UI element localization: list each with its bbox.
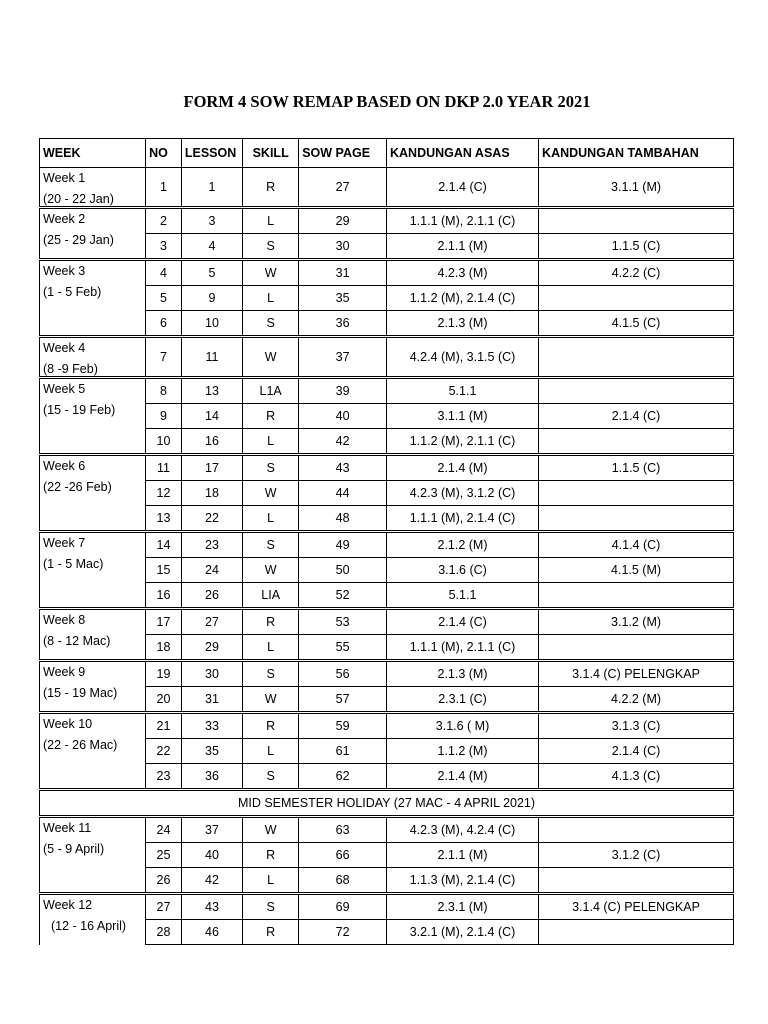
kandungan-asas-cell: 5.1.1 <box>386 583 538 609</box>
header-kandungan-asas: KANDUNGAN ASAS <box>386 139 538 168</box>
table-row <box>40 378 734 404</box>
kandungan-tambahan-cell: 1.1.5 (C) <box>539 455 734 481</box>
week-dates: (5 - 9 April) <box>43 842 105 856</box>
kandungan-tambahan-cell <box>539 920 734 945</box>
no-cell: 23 <box>146 764 182 790</box>
lesson-cell: 3 <box>181 208 242 234</box>
kandungan-tambahan-cell: 4.2.2 (C) <box>539 260 734 286</box>
skill-cell: W <box>243 337 299 378</box>
sow-page-cell: 31 <box>299 260 387 286</box>
no-cell: 22 <box>146 739 182 764</box>
week-label: Week 7 <box>43 536 86 550</box>
kandungan-asas-cell: 2.1.1 (M) <box>386 843 538 868</box>
week-label: Week 8 <box>43 613 86 627</box>
sow-page-cell: 43 <box>299 455 387 481</box>
skill-cell: S <box>243 532 299 558</box>
skill-cell: S <box>243 661 299 687</box>
no-cell: 17 <box>146 609 182 635</box>
sow-page-cell: 42 <box>299 429 387 455</box>
week-label: Week 3 <box>43 264 86 278</box>
kandungan-tambahan-cell <box>539 868 734 894</box>
sow-page-cell: 44 <box>299 481 387 506</box>
no-cell: 28 <box>146 920 182 945</box>
week-cell <box>40 208 146 260</box>
week-cell <box>40 609 146 661</box>
lesson-cell: 30 <box>181 661 242 687</box>
lesson-cell: 18 <box>181 481 242 506</box>
week-dates: (22 - 26 Mac) <box>43 738 118 752</box>
week-label: Week 4 <box>43 341 86 355</box>
skill-cell: W <box>243 481 299 506</box>
kandungan-asas-cell: 4.2.3 (M), 3.1.2 (C) <box>386 481 538 506</box>
header-skill: SKILL <box>243 139 299 168</box>
lesson-cell: 40 <box>181 843 242 868</box>
sow-page-cell: 50 <box>299 558 387 583</box>
kandungan-asas-cell: 2.1.1 (M) <box>386 234 538 260</box>
no-cell: 12 <box>146 481 182 506</box>
header-sow-page: SOW PAGE <box>299 139 387 168</box>
kandungan-asas-cell: 2.1.2 (M) <box>386 532 538 558</box>
week-dates: (15 - 19 Mac) <box>43 686 118 700</box>
skill-cell: W <box>243 260 299 286</box>
skill-cell: S <box>243 455 299 481</box>
skill-cell: W <box>243 817 299 843</box>
lesson-cell: 11 <box>181 337 242 378</box>
sow-page-cell: 62 <box>299 764 387 790</box>
no-cell: 11 <box>146 455 182 481</box>
week-dates: (22 -26 Feb) <box>43 480 112 494</box>
skill-cell: L <box>243 868 299 894</box>
sow-page-cell: 36 <box>299 311 387 337</box>
week-label: Week 12 <box>43 898 93 912</box>
skill-cell: L <box>243 286 299 311</box>
week-cell <box>40 713 146 790</box>
lesson-cell: 13 <box>181 378 242 404</box>
kandungan-asas-cell: 1.1.2 (M), 2.1.1 (C) <box>386 429 538 455</box>
sow-page-cell: 53 <box>299 609 387 635</box>
skill-cell: W <box>243 558 299 583</box>
no-cell: 5 <box>146 286 182 311</box>
lesson-cell: 5 <box>181 260 242 286</box>
kandungan-tambahan-cell: 3.1.1 (M) <box>539 168 734 208</box>
kandungan-asas-cell: 5.1.1 <box>386 378 538 404</box>
kandungan-tambahan-cell: 3.1.2 (M) <box>539 609 734 635</box>
skill-cell: L <box>243 739 299 764</box>
kandungan-tambahan-cell: 4.1.5 (C) <box>539 311 734 337</box>
sow-page-cell: 48 <box>299 506 387 532</box>
header-kandungan-tambahan: KANDUNGAN TAMBAHAN <box>539 139 734 168</box>
kandungan-tambahan-cell: 4.1.3 (C) <box>539 764 734 790</box>
week-label: Week 5 <box>43 382 86 396</box>
week-label: Week 2 <box>43 212 86 226</box>
no-cell: 26 <box>146 868 182 894</box>
holiday-label: MID SEMESTER HOLIDAY (27 MAC - 4 APRIL 2021) <box>40 790 734 817</box>
header-week: WEEK <box>40 139 146 168</box>
kandungan-asas-cell: 3.1.6 (C) <box>386 558 538 583</box>
sow-page-cell: 57 <box>299 687 387 713</box>
table-row <box>40 661 734 687</box>
kandungan-asas-cell: 1.1.1 (M), 2.1.1 (C) <box>386 208 538 234</box>
kandungan-asas-cell: 3.1.1 (M) <box>386 404 538 429</box>
lesson-cell: 37 <box>181 817 242 843</box>
table-row <box>40 894 734 920</box>
sow-page-cell: 56 <box>299 661 387 687</box>
lesson-cell: 26 <box>181 583 242 609</box>
week-dates: (1 - 5 Mac) <box>43 557 104 571</box>
kandungan-tambahan-cell <box>539 378 734 404</box>
week-dates: (8 - 12 Mac) <box>43 634 111 648</box>
no-cell: 18 <box>146 635 182 661</box>
kandungan-tambahan-cell: 4.2.2 (M) <box>539 687 734 713</box>
kandungan-tambahan-cell <box>539 506 734 532</box>
sow-page-cell: 61 <box>299 739 387 764</box>
page-title: FORM 4 SOW REMAP BASED ON DKP 2.0 YEAR 2021 <box>183 92 591 111</box>
no-cell: 8 <box>146 378 182 404</box>
kandungan-tambahan-cell <box>539 481 734 506</box>
week-label: Week 10 <box>43 717 93 731</box>
kandungan-tambahan-cell: 3.1.4 (C) PELENGKAP <box>539 661 734 687</box>
skill-cell: R <box>243 843 299 868</box>
skill-cell: S <box>243 764 299 790</box>
week-cell <box>40 168 146 208</box>
skill-cell: L1A <box>243 378 299 404</box>
week-label: Week 1 <box>43 171 86 185</box>
lesson-cell: 10 <box>181 311 242 337</box>
week-label: Week 11 <box>43 821 92 835</box>
sow-table-body <box>40 139 734 945</box>
kandungan-tambahan-cell: 1.1.5 (C) <box>539 234 734 260</box>
kandungan-asas-cell: 4.2.3 (M), 4.2.4 (C) <box>386 817 538 843</box>
kandungan-tambahan-cell: 2.1.4 (C) <box>539 404 734 429</box>
kandungan-asas-cell: 4.2.4 (M), 3.1.5 (C) <box>386 337 538 378</box>
lesson-cell: 22 <box>181 506 242 532</box>
skill-cell: S <box>243 894 299 920</box>
sow-page-cell: 66 <box>299 843 387 868</box>
table-header-row <box>40 139 734 168</box>
skill-cell: L <box>243 429 299 455</box>
kandungan-asas-cell: 3.2.1 (M), 2.1.4 (C) <box>386 920 538 945</box>
kandungan-tambahan-cell <box>539 583 734 609</box>
sow-page-cell: 59 <box>299 713 387 739</box>
week-dates: (1 - 5 Feb) <box>43 285 102 299</box>
header-lesson: LESSON <box>181 139 242 168</box>
kandungan-asas-cell: 2.1.4 (M) <box>386 455 538 481</box>
no-cell: 24 <box>146 817 182 843</box>
kandungan-tambahan-cell <box>539 208 734 234</box>
sow-page-cell: 29 <box>299 208 387 234</box>
sow-page-cell: 68 <box>299 868 387 894</box>
week-label: Week 6 <box>43 459 86 473</box>
kandungan-asas-cell: 2.3.1 (C) <box>386 687 538 713</box>
no-cell: 9 <box>146 404 182 429</box>
kandungan-asas-cell: 1.1.1 (M), 2.1.4 (C) <box>386 506 538 532</box>
sow-page-cell: 37 <box>299 337 387 378</box>
sow-page-cell: 49 <box>299 532 387 558</box>
lesson-cell: 1 <box>181 168 242 208</box>
no-cell: 27 <box>146 894 182 920</box>
kandungan-asas-cell: 2.1.3 (M) <box>386 311 538 337</box>
no-cell: 19 <box>146 661 182 687</box>
no-cell: 16 <box>146 583 182 609</box>
skill-cell: S <box>243 234 299 260</box>
sow-page-cell: 63 <box>299 817 387 843</box>
lesson-cell: 33 <box>181 713 242 739</box>
no-cell: 10 <box>146 429 182 455</box>
skill-cell: S <box>243 311 299 337</box>
week-dates: (25 - 29 Jan) <box>43 233 114 247</box>
sow-page-cell: 69 <box>299 894 387 920</box>
kandungan-asas-cell: 1.1.2 (M), 2.1.4 (C) <box>386 286 538 311</box>
no-cell: 13 <box>146 506 182 532</box>
lesson-cell: 43 <box>181 894 242 920</box>
lesson-cell: 17 <box>181 455 242 481</box>
lesson-cell: 35 <box>181 739 242 764</box>
no-cell: 2 <box>146 208 182 234</box>
week-cell <box>40 817 146 894</box>
skill-cell: LIA <box>243 583 299 609</box>
kandungan-asas-cell: 2.3.1 (M) <box>386 894 538 920</box>
week-dates: (20 - 22 Jan) <box>43 192 114 206</box>
no-cell: 20 <box>146 687 182 713</box>
kandungan-asas-cell: 2.1.4 (C) <box>386 168 538 208</box>
no-cell: 14 <box>146 532 182 558</box>
lesson-cell: 24 <box>181 558 242 583</box>
lesson-cell: 16 <box>181 429 242 455</box>
header-no: NO <box>146 139 182 168</box>
skill-cell: R <box>243 168 299 208</box>
week-cell <box>40 894 146 945</box>
sow-page-cell: 39 <box>299 378 387 404</box>
sow-page-cell: 52 <box>299 583 387 609</box>
sow-page-cell: 72 <box>299 920 387 945</box>
week-cell <box>40 532 146 609</box>
sow-page-cell: 55 <box>299 635 387 661</box>
no-cell: 25 <box>146 843 182 868</box>
lesson-cell: 14 <box>181 404 242 429</box>
lesson-cell: 31 <box>181 687 242 713</box>
skill-cell: L <box>243 635 299 661</box>
no-cell: 15 <box>146 558 182 583</box>
no-cell: 1 <box>146 168 182 208</box>
lesson-cell: 46 <box>181 920 242 945</box>
no-cell: 21 <box>146 713 182 739</box>
lesson-cell: 23 <box>181 532 242 558</box>
skill-cell: R <box>243 713 299 739</box>
week-cell <box>40 378 146 455</box>
sow-page-cell: 27 <box>299 168 387 208</box>
kandungan-tambahan-cell: 3.1.3 (C) <box>539 713 734 739</box>
sow-page-cell: 35 <box>299 286 387 311</box>
table-row <box>40 713 734 739</box>
skill-cell: R <box>243 404 299 429</box>
kandungan-asas-cell: 4.2.3 (M) <box>386 260 538 286</box>
kandungan-tambahan-cell <box>539 635 734 661</box>
lesson-cell: 27 <box>181 609 242 635</box>
table-row <box>40 168 734 208</box>
skill-cell: R <box>243 609 299 635</box>
sow-page-cell: 40 <box>299 404 387 429</box>
kandungan-asas-cell: 1.1.3 (M), 2.1.4 (C) <box>386 868 538 894</box>
kandungan-asas-cell: 2.1.3 (M) <box>386 661 538 687</box>
week-cell <box>40 260 146 337</box>
kandungan-tambahan-cell: 3.1.2 (C) <box>539 843 734 868</box>
kandungan-tambahan-cell <box>539 817 734 843</box>
lesson-cell: 42 <box>181 868 242 894</box>
week-dates: (15 - 19 Feb) <box>43 403 116 417</box>
week-dates: (12 - 16 April) <box>51 919 127 933</box>
kandungan-asas-cell: 1.1.1 (M), 2.1.1 (C) <box>386 635 538 661</box>
holiday-row <box>40 790 734 817</box>
table-row <box>40 455 734 481</box>
table-row <box>40 817 734 843</box>
table-row <box>40 260 734 286</box>
week-label: Week 9 <box>43 665 86 679</box>
lesson-cell: 29 <box>181 635 242 661</box>
sow-table <box>39 138 734 945</box>
kandungan-tambahan-cell <box>539 337 734 378</box>
skill-cell: L <box>243 208 299 234</box>
kandungan-asas-cell: 1.1.2 (M) <box>386 739 538 764</box>
lesson-cell: 4 <box>181 234 242 260</box>
no-cell: 3 <box>146 234 182 260</box>
table-row <box>40 208 734 234</box>
kandungan-tambahan-cell <box>539 429 734 455</box>
kandungan-asas-cell: 3.1.6 ( M) <box>386 713 538 739</box>
kandungan-tambahan-cell: 2.1.4 (C) <box>539 739 734 764</box>
no-cell: 7 <box>146 337 182 378</box>
kandungan-tambahan-cell: 4.1.4 (C) <box>539 532 734 558</box>
no-cell: 6 <box>146 311 182 337</box>
week-dates: (8 -9 Feb) <box>43 362 98 376</box>
kandungan-asas-cell: 2.1.4 (M) <box>386 764 538 790</box>
sow-page-cell: 30 <box>299 234 387 260</box>
week-cell <box>40 455 146 532</box>
table-row <box>40 609 734 635</box>
skill-cell: W <box>243 687 299 713</box>
kandungan-tambahan-cell: 4.1.5 (M) <box>539 558 734 583</box>
week-cell <box>40 337 146 378</box>
table-row <box>40 532 734 558</box>
lesson-cell: 36 <box>181 764 242 790</box>
lesson-cell: 9 <box>181 286 242 311</box>
skill-cell: R <box>243 920 299 945</box>
kandungan-tambahan-cell: 3.1.4 (C) PELENGKAP <box>539 894 734 920</box>
kandungan-tambahan-cell <box>539 286 734 311</box>
week-cell <box>40 661 146 713</box>
table-row <box>40 337 734 378</box>
no-cell: 4 <box>146 260 182 286</box>
skill-cell: L <box>243 506 299 532</box>
kandungan-asas-cell: 2.1.4 (C) <box>386 609 538 635</box>
